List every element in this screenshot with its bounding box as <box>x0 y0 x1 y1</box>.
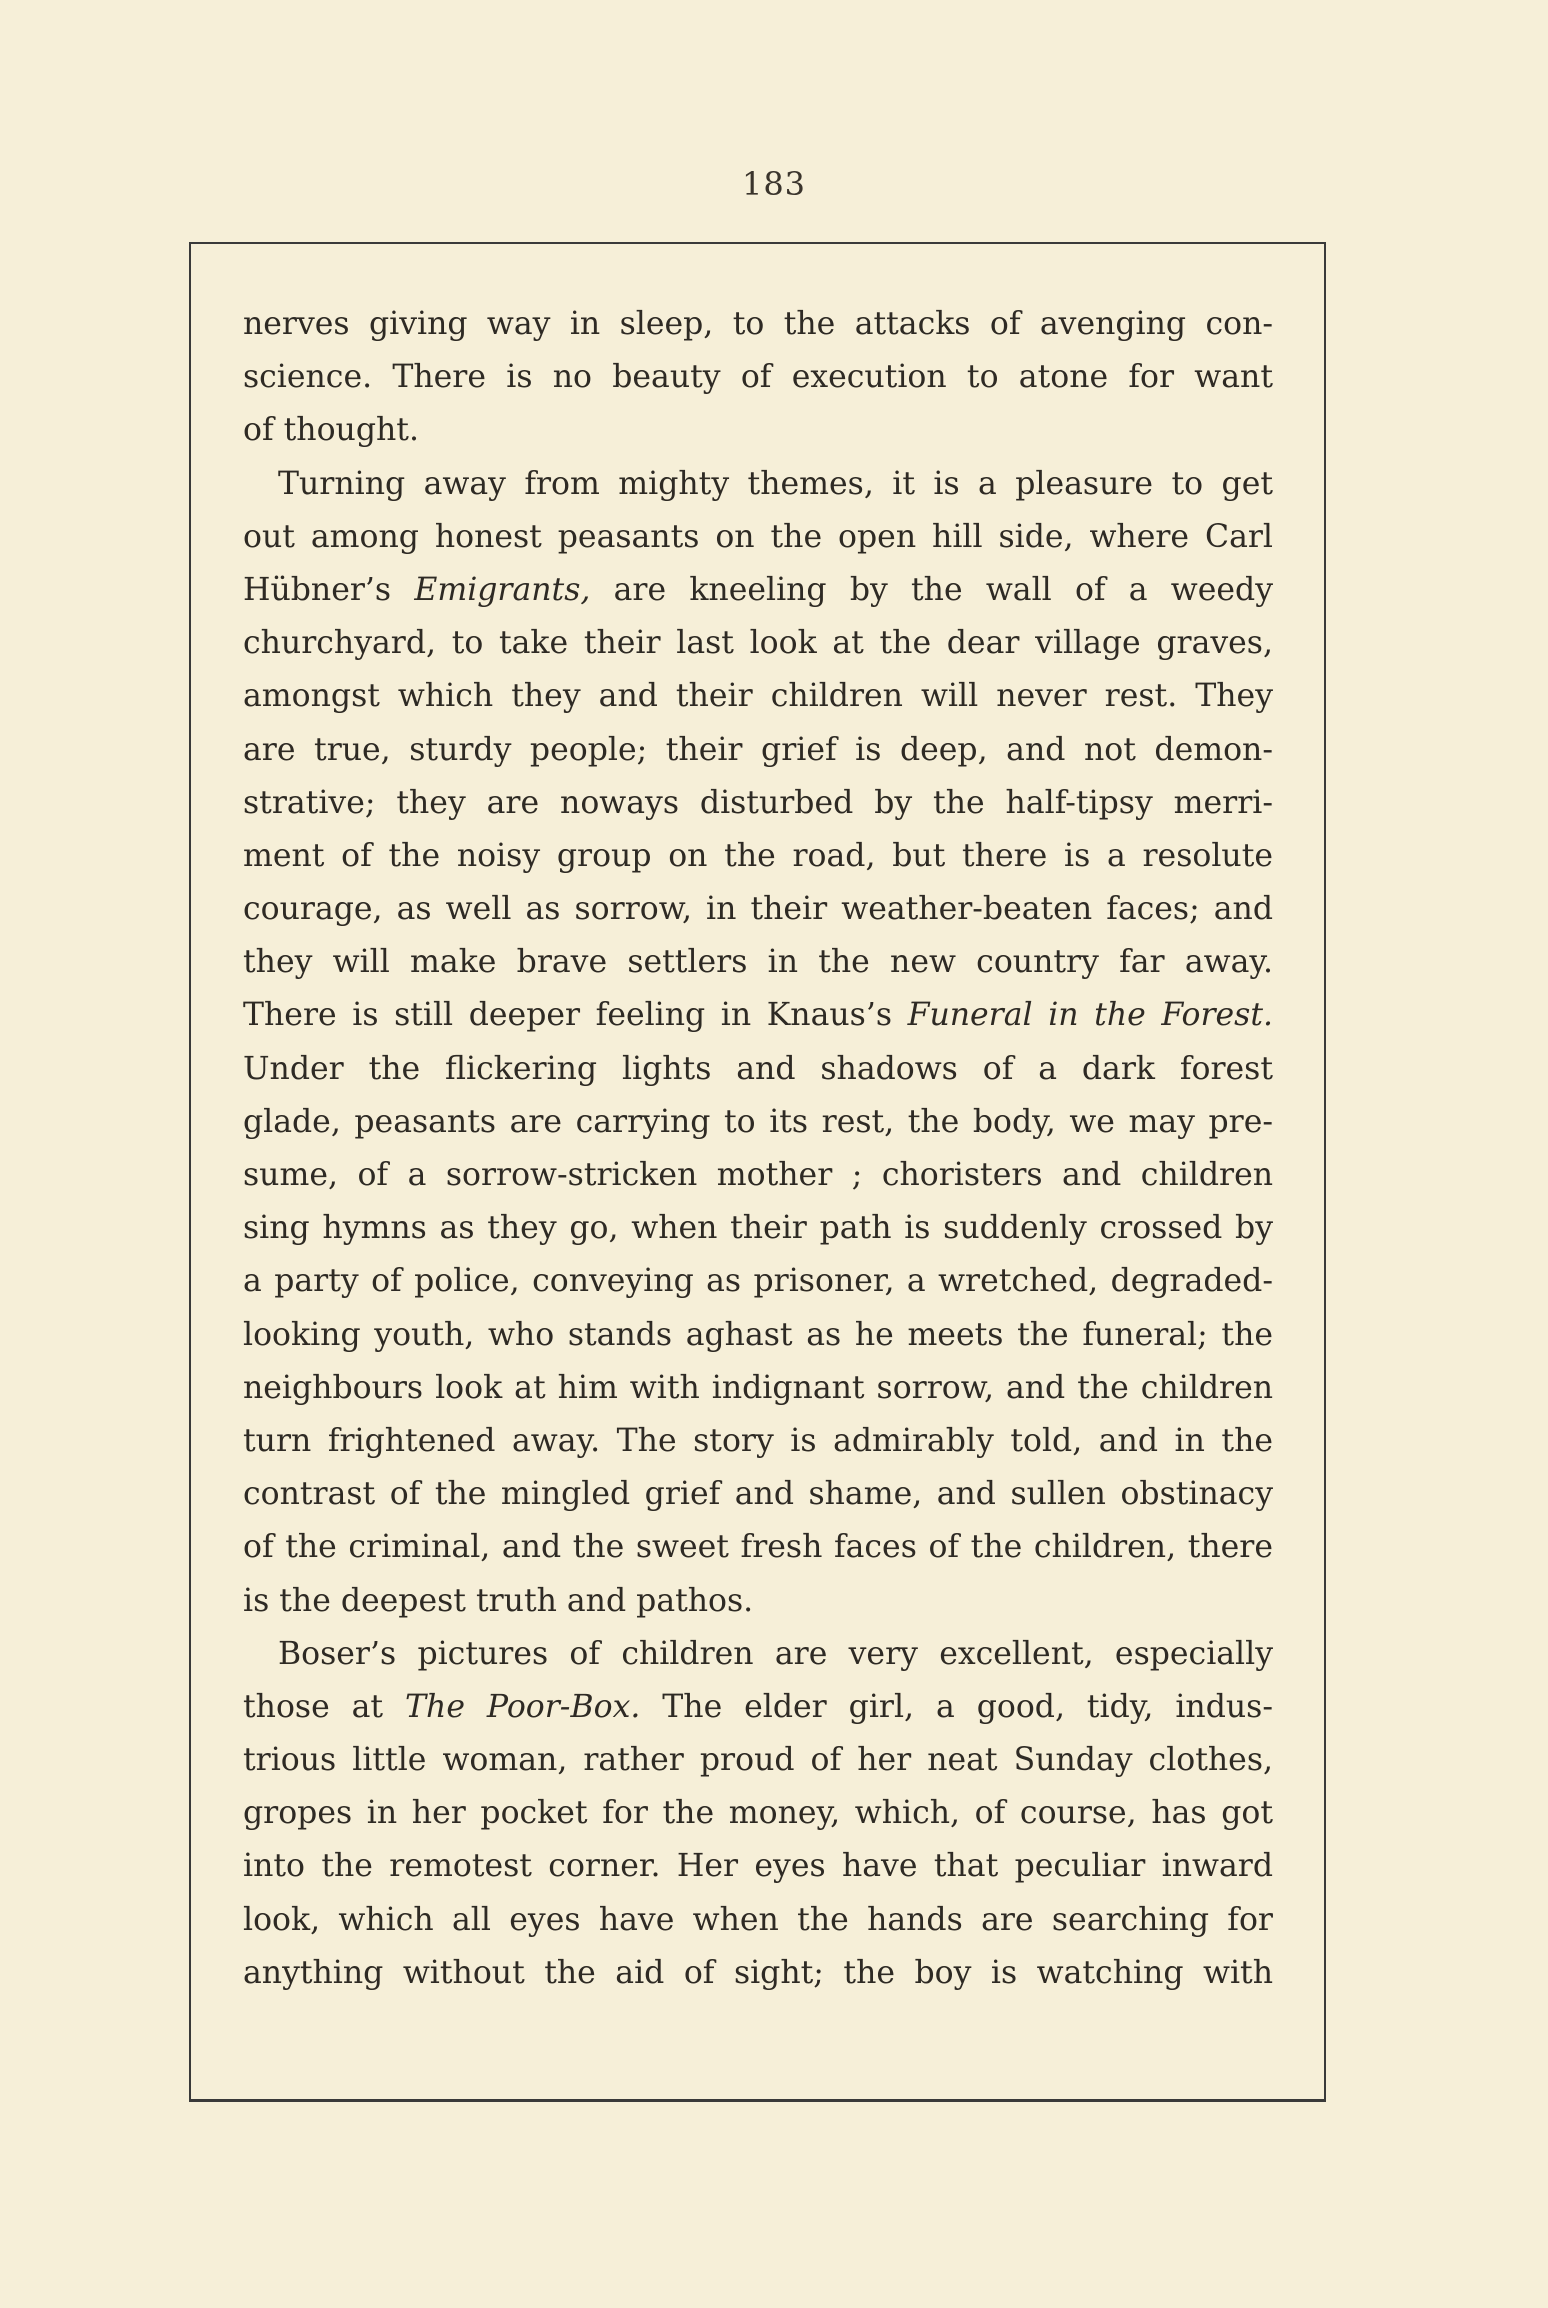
text-line <box>243 1362 1273 1415</box>
text-run: of thought. <box>243 412 419 449</box>
text-run: amongst which they and their children will never rest. They <box>243 678 1273 715</box>
text-run: turn frightened away. The story is admirably told, and in the <box>243 1422 1273 1459</box>
text-line <box>243 1149 1273 1202</box>
text-line <box>243 1947 1273 2000</box>
text-line <box>243 670 1273 723</box>
text-run: are kneeling by the wall of a weedy <box>590 571 1274 608</box>
text-line <box>243 511 1273 564</box>
text-run: sing hymns as they go, when their path is suddenly crossed by <box>243 1210 1273 1247</box>
text-run: they will make brave settlers in the new country far away. <box>243 944 1273 981</box>
text-run: Under the flickering lights and shadows of a dark forest <box>243 1050 1273 1087</box>
text-line <box>243 564 1273 617</box>
text-line <box>243 724 1273 777</box>
text-line <box>243 1840 1273 1893</box>
text-run: neighbours look at him with indignant sorrow, and the children <box>243 1369 1273 1406</box>
text-line <box>243 1202 1273 1255</box>
text-run: Turning away from mighty themes, it is a pleasure to get <box>278 465 1273 502</box>
text-run: anything without the aid of sight; the boy is watching with <box>243 1954 1273 1991</box>
text-line <box>243 989 1273 1042</box>
italic-title: Emigrants, <box>414 571 591 608</box>
text-line <box>243 1309 1273 1362</box>
text-line <box>243 936 1273 989</box>
text-run: contrast of the mingled grief and shame, and sullen obstinacy <box>243 1476 1273 1513</box>
text-line <box>243 1468 1273 1521</box>
text-run: is the deepest truth and pathos. <box>243 1582 754 1619</box>
text-run: ment of the noisy group on the road, but there is a resolute <box>243 837 1273 874</box>
text-run: of the criminal, and the sweet fresh faces of the children, there <box>243 1529 1273 1566</box>
text-line <box>243 1734 1273 1787</box>
text-line <box>243 1628 1273 1681</box>
text-line <box>243 1415 1273 1468</box>
text-run: Boser’s pictures of children are very excellent, especially <box>278 1635 1273 1672</box>
text-run: There is still deeper feeling in Knaus’s <box>243 997 908 1034</box>
page-number: 183 <box>741 165 807 203</box>
text-run: are true, sturdy people; their grief is deep, and not demon- <box>243 731 1273 768</box>
text-line <box>243 1681 1273 1734</box>
text-run: those at <box>243 1688 406 1725</box>
text-line <box>243 298 1273 351</box>
text-run: look, which all eyes have when the hands are searching for <box>243 1901 1273 1938</box>
text-run: trious little woman, rather proud of her neat Sunday clothes, <box>243 1742 1273 1779</box>
body-text <box>243 298 1273 2000</box>
text-line <box>243 883 1273 936</box>
italic-title: The Poor-Box. <box>405 1688 641 1725</box>
text-run: nerves giving way in sleep, to the attacks of avenging con- <box>243 306 1273 342</box>
text-run: strative; they are noways disturbed by the half-tipsy merri- <box>243 784 1273 821</box>
text-run: glade, peasants are carrying to its rest, the body, we may pre- <box>243 1103 1273 1140</box>
italic-title: Funeral in the Forest. <box>907 997 1273 1034</box>
text-line <box>243 777 1273 830</box>
text-line <box>243 1894 1273 1947</box>
text-line <box>243 351 1273 404</box>
text-line <box>243 458 1273 511</box>
text-line <box>243 1575 1273 1628</box>
text-line <box>243 1787 1273 1840</box>
text-run: churchyard, to take their last look at the dear village graves, <box>243 625 1273 662</box>
text-run: into the remotest corner. Her eyes have that peculiar inward <box>243 1848 1273 1885</box>
text-line <box>243 1096 1273 1149</box>
text-line <box>243 1255 1273 1308</box>
text-run: science. There is no beauty of execution to atone for want <box>243 359 1273 396</box>
text-run: out among honest peasants on the open hill side, where Carl <box>243 518 1273 555</box>
text-run: The elder girl, a good, tidy, indus- <box>640 1688 1273 1725</box>
text-line <box>243 1521 1273 1574</box>
text-line <box>243 830 1273 883</box>
text-run: gropes in her pocket for the money, which, of course, has got <box>243 1795 1273 1832</box>
text-line <box>243 1043 1273 1096</box>
text-run: looking youth, who stands aghast as he meets the funeral; the <box>243 1316 1273 1353</box>
text-run: a party of police, conveying as prisoner, a wretched, degraded- <box>243 1263 1273 1300</box>
text-run: sume, of a sorrow-stricken mother ; choristers and children <box>243 1157 1273 1193</box>
text-line <box>243 404 1273 457</box>
text-line <box>243 617 1273 670</box>
text-run: courage, as well as sorrow, in their weather-beaten faces; and <box>243 891 1273 928</box>
text-run: Hübner’s <box>243 571 415 608</box>
